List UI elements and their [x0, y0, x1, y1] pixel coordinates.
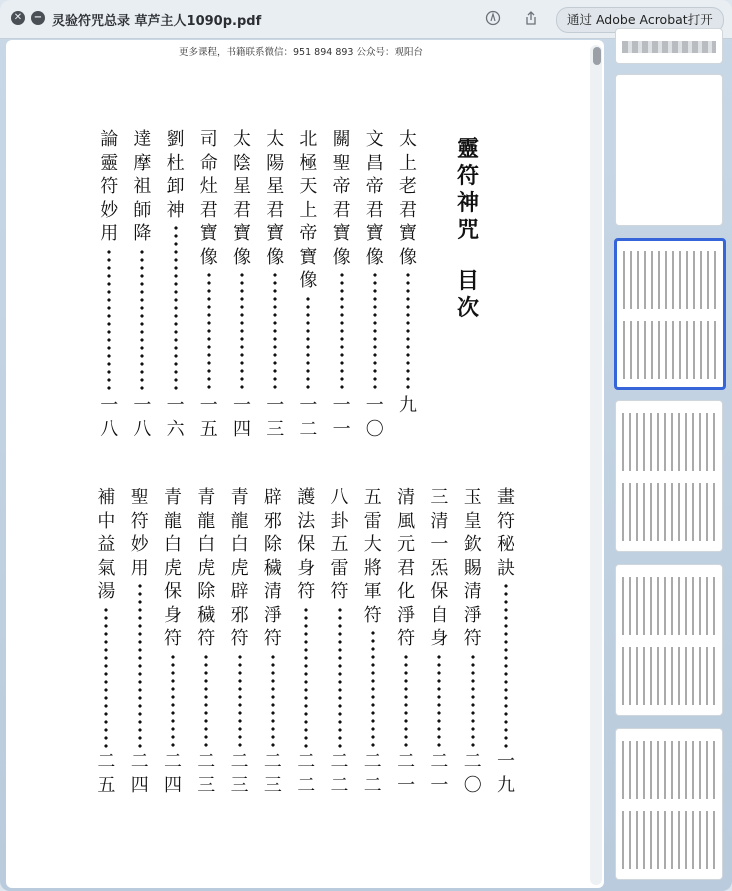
toc-entry[interactable]: [198, 128, 220, 443]
toc-entry[interactable]: [397, 128, 419, 443]
toc-entry[interactable]: [231, 128, 253, 443]
toc-entry-title: 關 聖 帝 君 寶 像: [332, 129, 351, 268]
toc-entry-title: 五 雷 大 將 軍 符: [363, 487, 382, 626]
leader-dots: [107, 248, 111, 393]
leader-dots: [174, 224, 178, 392]
toc-entry-title: 清 風 元 君 化 淨 符: [397, 487, 416, 649]
leader-dots: [171, 653, 175, 749]
toc-entry-title: 太 陰 星 君 寶 像: [233, 129, 251, 268]
toc-entry-title: 畫 符 秘 訣: [497, 487, 515, 579]
toc-entry-title: 玉 皇 欽 賜 清 淨 符: [463, 487, 482, 649]
page-thumbnail[interactable]: [615, 400, 723, 552]
toc-entry-title: 護 法 保 身 符: [297, 487, 316, 602]
toc-entry[interactable]: [95, 486, 117, 799]
share-icon[interactable]: [522, 10, 540, 28]
toc-entry[interactable]: [295, 486, 317, 799]
leader-dots: [371, 629, 375, 748]
toc-entry-title: 補 中 益 氣 湯: [97, 487, 116, 602]
toc-entry-title: 達 摩 祖 師 降: [133, 129, 152, 244]
toc-entry-page: 二 一: [397, 751, 416, 796]
toc-entry[interactable]: [462, 486, 484, 799]
toc-entry-page: 二 三: [197, 751, 216, 796]
toc-entry[interactable]: [165, 128, 187, 443]
open-in-acrobat-button[interactable]: 通过 Adobe Acrobat打开: [556, 7, 724, 33]
page-header: 更多课程，书籍联系微信：951 894 893 公众号：观阳台: [179, 47, 423, 58]
leader-dots: [404, 653, 408, 749]
toc-entry-page: 二 二: [330, 751, 349, 796]
leader-dots: [437, 653, 441, 749]
leader-dots: [238, 653, 242, 749]
toc-entry-title: 太 上 老 君 寶 像: [399, 129, 417, 268]
toc-entry-page: 二 四: [130, 751, 149, 796]
minimize-icon[interactable]: −: [31, 11, 45, 25]
toc-entry-page: 一 八: [100, 395, 119, 440]
toc-entry-title: 太 陽 星 君 寶 像: [266, 129, 285, 268]
toc-entry-title: 青 龍 白 虎 除 穢 符: [197, 487, 216, 649]
scrollbar-track[interactable]: [590, 45, 602, 885]
toc-entry-page: 二 三: [230, 751, 249, 796]
toc-entry-page: 一 三: [266, 395, 285, 440]
thumbnail-sidebar: [608, 38, 732, 891]
toc-entry-title: 文 昌 帝 君 寶 像: [365, 129, 384, 268]
toc-entry[interactable]: [362, 486, 384, 799]
leader-dots: [406, 271, 410, 392]
toc-entry-title: 司 命 灶 君 寶 像: [199, 129, 218, 268]
toc-entry[interactable]: [129, 486, 151, 799]
toc-entry-page: 一 二: [299, 395, 318, 440]
window-title: 灵验符咒总录 草芦主人1090p.pdf: [52, 14, 262, 29]
toc-entry[interactable]: [262, 486, 284, 799]
pdf-page[interactable]: [6, 40, 604, 888]
toc-entry[interactable]: [98, 128, 120, 443]
page-thumbnail[interactable]: [615, 74, 723, 226]
leader-dots: [140, 248, 144, 393]
toc-entry[interactable]: [364, 128, 386, 443]
close-icon[interactable]: ✕: [11, 11, 25, 25]
toc-entry-title: 三 清 一 炁 保 自 身: [430, 487, 449, 649]
leader-dots: [504, 582, 508, 748]
toc-heading-subtitle: 目 次: [456, 269, 479, 321]
scrollbar-thumb[interactable]: [593, 47, 601, 65]
toc-entry[interactable]: [331, 128, 353, 443]
toc-entry-page: 一 四: [233, 395, 251, 440]
leader-dots: [138, 582, 142, 748]
toc-entry[interactable]: [131, 128, 153, 443]
toc-entry-title: 八 卦 五 雷 符: [330, 487, 349, 602]
toc-entry-title: 青 龍 白 虎 保 身 符: [164, 487, 182, 649]
leader-dots: [373, 271, 377, 392]
leader-dots: [338, 606, 342, 749]
toc-entry-title: 論 靈 符 妙 用: [100, 129, 119, 244]
page-thumbnail[interactable]: [615, 28, 723, 64]
leader-dots: [207, 271, 211, 392]
toc-entry-page: 一 五: [199, 395, 218, 440]
toc-entry-page: 二 一: [430, 751, 449, 796]
leader-dots: [204, 653, 208, 749]
toc-entry-page: 一 六: [166, 395, 185, 440]
leader-dots: [304, 606, 308, 749]
toc-entry-page: 二 三: [263, 751, 282, 796]
toc-entry-page: 一 一: [332, 395, 351, 440]
toc-heading: [453, 136, 483, 322]
toc-entry-title: 北 極 天 上 帝 寶 像: [299, 129, 318, 291]
toc-entry[interactable]: [428, 486, 450, 799]
page-thumbnail-current[interactable]: [614, 238, 726, 390]
toc-entry-page: 一 〇: [365, 395, 384, 440]
toc-entry-page: 二 二: [363, 751, 382, 796]
leader-dots: [271, 653, 275, 749]
page-thumbnail[interactable]: [615, 564, 723, 716]
leader-dots: [273, 271, 277, 392]
toc-heading-title: 靈 符 神 咒: [456, 137, 479, 243]
page-thumbnail[interactable]: [615, 728, 723, 880]
toc-entry[interactable]: [195, 486, 217, 799]
toc-entry-page: 二 四: [164, 751, 182, 796]
toc-entry-title: 辟 邪 除 穢 清 淨 符: [263, 487, 282, 649]
toc-entry[interactable]: [264, 128, 286, 443]
markup-pen-icon[interactable]: [484, 10, 502, 28]
toc-entry-title: 劉 杜 卸 神: [166, 129, 185, 221]
leader-dots: [240, 271, 244, 392]
toc-entry[interactable]: [229, 486, 251, 799]
toc-entry-page: 九: [399, 395, 417, 416]
toc-entry[interactable]: [162, 486, 184, 799]
toc-entry-title: 青 龍 白 虎 辟 邪 符: [230, 487, 249, 649]
toc-entry[interactable]: [297, 128, 319, 443]
toc-entry-page: 二 二: [297, 751, 316, 796]
leader-dots: [471, 653, 475, 749]
toc-entry-title: 聖 符 妙 用: [130, 487, 149, 579]
toc-entry[interactable]: [495, 486, 517, 799]
toc-entry-page: 二 〇: [463, 751, 482, 796]
toc-entry[interactable]: [329, 486, 351, 799]
leader-dots: [306, 295, 310, 393]
leader-dots: [104, 606, 108, 749]
toc-entry-page: 一 九: [497, 751, 515, 796]
toc-entry[interactable]: [395, 486, 417, 799]
toc-entry-page: 二 五: [97, 751, 116, 796]
leader-dots: [340, 271, 344, 392]
toc-entry-page: 一 八: [133, 395, 152, 440]
